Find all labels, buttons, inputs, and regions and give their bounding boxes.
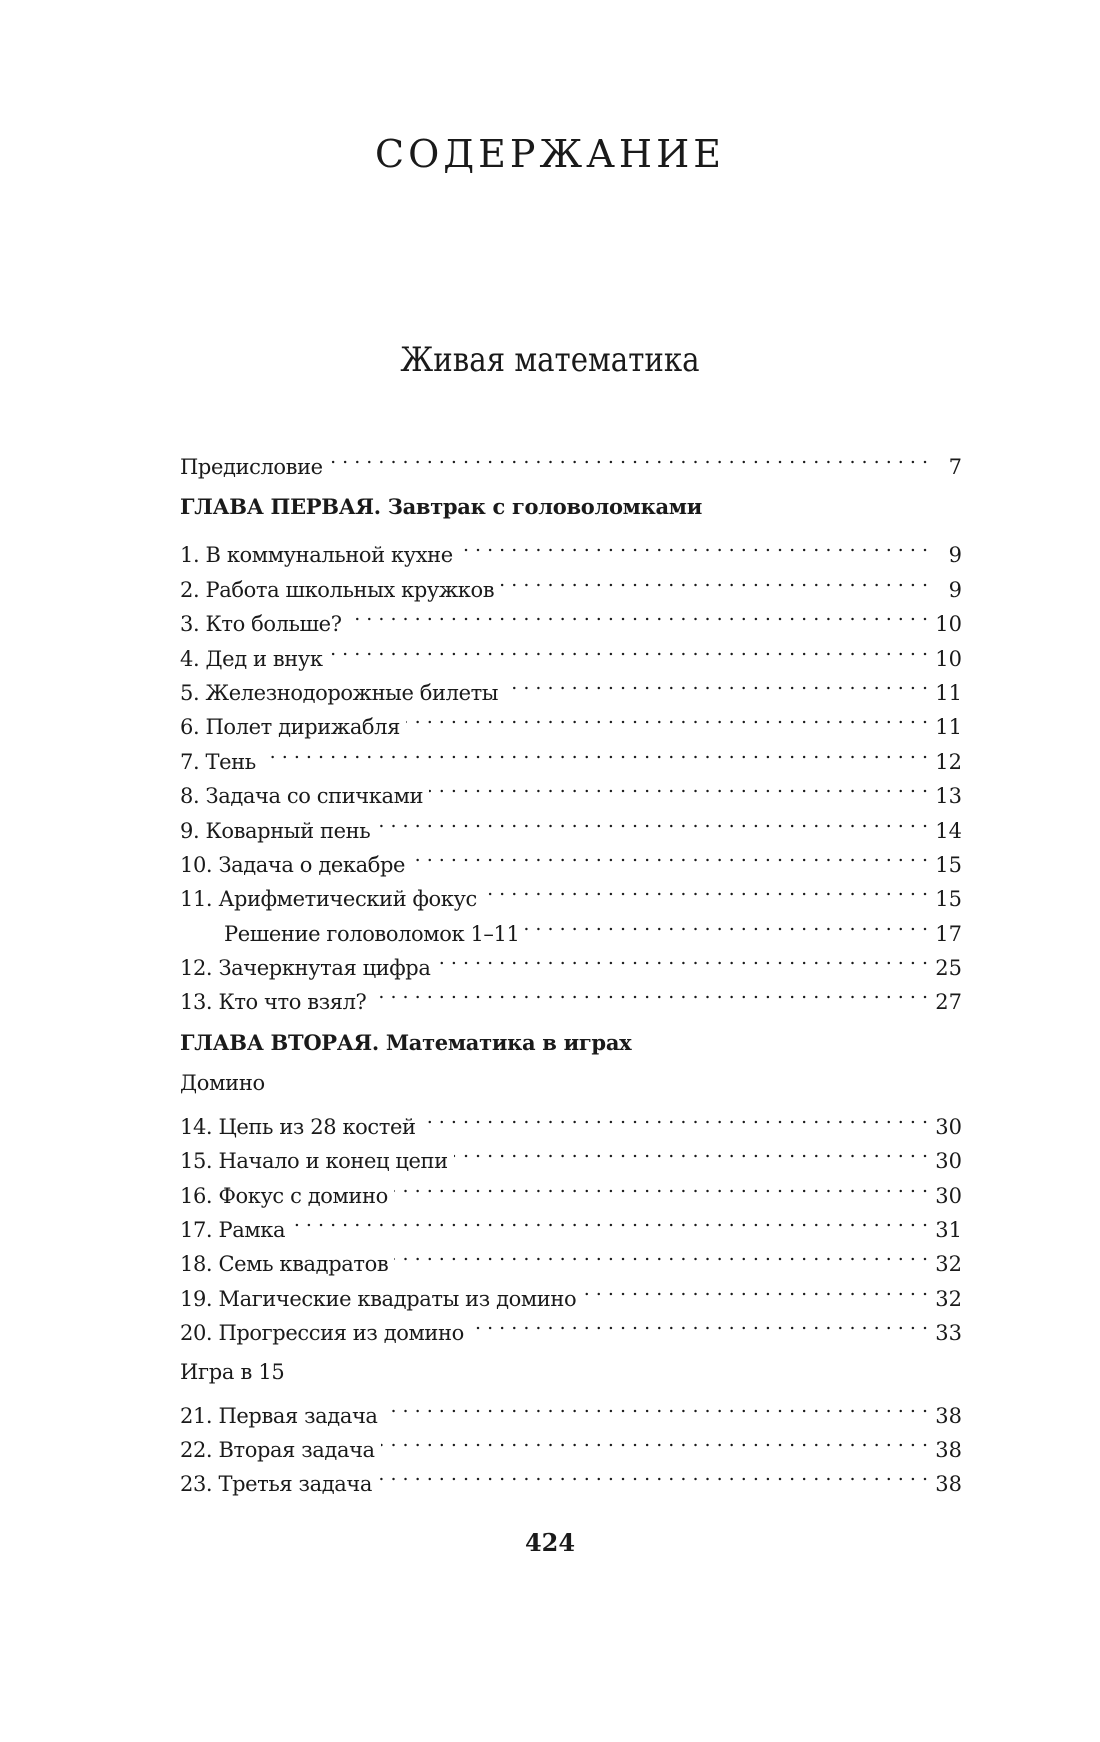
dot-leader bbox=[582, 1272, 928, 1306]
dot-leader bbox=[525, 907, 928, 941]
entry-page: 15 bbox=[935, 852, 962, 877]
entry-page: 15 bbox=[935, 887, 962, 912]
entry-label: 11. Арифметический фокус bbox=[180, 887, 477, 912]
toc-entry[interactable] bbox=[180, 1100, 962, 1139]
entry-page: 30 bbox=[935, 1114, 962, 1139]
entry-page: 13 bbox=[935, 784, 962, 809]
entry-label: 23. Третья задача bbox=[180, 1472, 372, 1497]
entry-page: 17 bbox=[935, 921, 962, 946]
entry-label: 6. Полет дирижабля bbox=[180, 715, 400, 740]
toc-entry[interactable] bbox=[180, 528, 962, 568]
entry-label: 7. Тень bbox=[180, 749, 256, 774]
entry-label: 13. Кто что взял? bbox=[180, 990, 367, 1015]
entry-page: 10 bbox=[935, 646, 962, 671]
dot-leader bbox=[429, 769, 928, 803]
page-title: СОДЕРЖАНИЕ bbox=[375, 132, 725, 176]
dot-leader bbox=[329, 632, 928, 666]
entry-page: 38 bbox=[935, 1472, 962, 1497]
dot-leader bbox=[470, 1306, 928, 1340]
entry-label: 8. Задача со спичками bbox=[180, 784, 424, 809]
entry-page: 10 bbox=[935, 612, 962, 637]
entry-label: 15. Начало и конец цепи bbox=[180, 1149, 448, 1174]
entry-page: 32 bbox=[935, 1286, 962, 1311]
entry-label: 5. Железнодорожные билеты bbox=[180, 680, 499, 705]
entry-label: Решение головоломок 1–11 bbox=[224, 921, 520, 946]
chapter-heading: ГЛАВА ПЕРВАЯ. Завтрак с головоломками bbox=[180, 494, 703, 520]
entry-label: 10. Задача о декабре bbox=[180, 852, 406, 877]
dot-leader bbox=[500, 563, 928, 597]
dot-leader bbox=[406, 700, 928, 734]
entry-page: 14 bbox=[935, 818, 962, 843]
dot-leader bbox=[459, 528, 928, 562]
entry-page: 9 bbox=[948, 543, 962, 568]
entry-page: 7 bbox=[948, 455, 962, 479]
dot-leader bbox=[436, 941, 928, 975]
entry-page: 11 bbox=[935, 715, 962, 740]
dot-leader bbox=[394, 1237, 928, 1271]
page-number: 424 bbox=[524, 1528, 576, 1557]
dot-leader bbox=[454, 1134, 928, 1168]
dot-leader bbox=[411, 838, 928, 872]
chapter-heading: ГЛАВА ВТОРАЯ. Математика в играх bbox=[180, 1029, 632, 1055]
entry-label: 21. Первая задача bbox=[180, 1403, 378, 1428]
entry-page: 38 bbox=[935, 1403, 962, 1428]
toc-entry[interactable] bbox=[180, 1389, 962, 1428]
dot-leader bbox=[348, 597, 928, 631]
dot-leader bbox=[262, 735, 928, 769]
entry-label: 1. В коммунальной кухне bbox=[180, 543, 453, 568]
toc-entry[interactable] bbox=[180, 769, 962, 809]
toc-entry-preface[interactable] bbox=[180, 440, 962, 479]
entry-page: 31 bbox=[935, 1218, 962, 1243]
entry-label: 14. Цепь из 28 костей bbox=[180, 1114, 416, 1139]
dot-leader bbox=[329, 440, 928, 474]
dot-leader bbox=[291, 1203, 928, 1237]
dot-leader bbox=[384, 1389, 928, 1423]
entry-label: 20. Прогрессия из домино bbox=[180, 1321, 464, 1346]
entry-label: 2. Работа школьных кружков bbox=[180, 577, 495, 602]
entry-label: Предисловие bbox=[180, 455, 323, 479]
dot-leader bbox=[483, 872, 928, 906]
book-title: Живая математика bbox=[400, 340, 700, 380]
entry-page: 12 bbox=[935, 749, 962, 774]
entry-page: 27 bbox=[935, 990, 962, 1015]
entry-page: 30 bbox=[935, 1149, 962, 1174]
section-heading: Игра в 15 bbox=[180, 1359, 285, 1384]
entry-page: 33 bbox=[935, 1321, 962, 1346]
entry-label: 16. Фокус с домино bbox=[180, 1183, 388, 1208]
dot-leader bbox=[394, 1169, 928, 1203]
entry-label: 12. Зачеркнутая цифра bbox=[180, 956, 431, 981]
toc-entry[interactable] bbox=[180, 735, 962, 774]
entry-page: 30 bbox=[935, 1183, 962, 1208]
dot-leader bbox=[381, 1423, 928, 1457]
dot-leader bbox=[376, 804, 928, 838]
toc-entry[interactable] bbox=[180, 1203, 962, 1243]
entry-label: 19. Магические квадраты из домино bbox=[180, 1286, 577, 1311]
section-heading: Домино bbox=[180, 1070, 265, 1095]
entry-page: 25 bbox=[935, 956, 962, 981]
table-of-contents bbox=[180, 440, 962, 1497]
dot-leader bbox=[504, 666, 928, 700]
dot-leader bbox=[372, 975, 928, 1009]
entry-label: 4. Дед и внук bbox=[180, 646, 323, 671]
entry-page: 9 bbox=[948, 577, 962, 602]
entry-label: 22. Вторая задача bbox=[180, 1437, 375, 1462]
dot-leader bbox=[378, 1457, 928, 1491]
entry-page: 32 bbox=[935, 1252, 962, 1277]
entry-label: 18. Семь квадратов bbox=[180, 1252, 389, 1277]
entry-label: 9. Коварный пень bbox=[180, 818, 371, 843]
entry-page: 11 bbox=[935, 680, 962, 705]
dot-leader bbox=[422, 1100, 928, 1134]
entry-label: 3. Кто больше? bbox=[180, 612, 342, 637]
toc-entry[interactable] bbox=[180, 1237, 962, 1277]
entry-page: 38 bbox=[935, 1437, 962, 1462]
entry-label: 17. Рамка bbox=[180, 1218, 286, 1243]
